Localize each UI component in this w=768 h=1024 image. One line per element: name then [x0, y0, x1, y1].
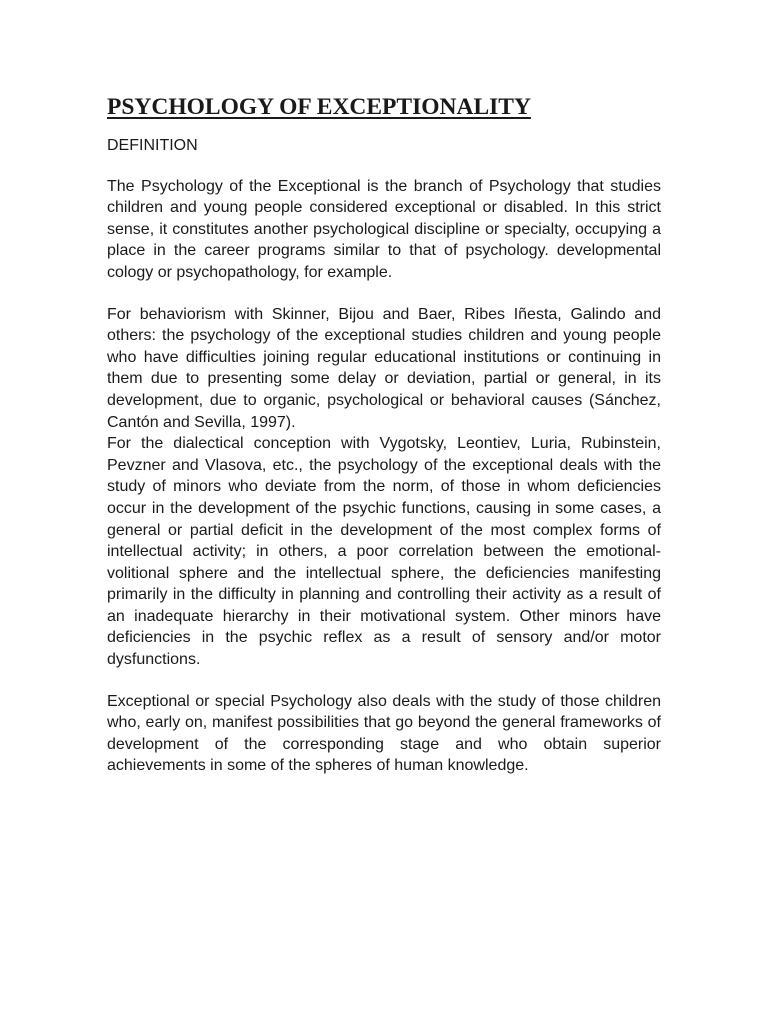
paragraph-behaviorism: For behaviorism with Skinner, Bijou and Baer, Ribes Iñesta, Galindo and others: the psychology of the exceptional studies children and young people who have difficulties joining regular educational institutions or continuing in them due to presenting some delay or deviation, partial or general, in its development, due to organic, psychological or behavioral causes (Sánchez, Cantón and Sevilla, 1997). [107, 305, 661, 431]
paragraph-gifted: Exceptional or special Psychology also deals with the study of those children who, early on, manifest possibilities that go beyond the general frameworks of development of the corresponding stage and who obtain superior achievements in some of the spheres of human knowledge. [107, 692, 661, 775]
document-page [107, 92, 661, 777]
section-heading: DEFINITION [107, 137, 198, 154]
paragraph-definition: The Psychology of the Exceptional is the branch of Psychology that studies children and young people considered exceptional or disabled. In this strict sense, it constitutes another psychological discipline or specialty, occupying a place in the career programs similar to that of psychology. developmental cology or psychopathology, for example. [107, 177, 661, 281]
paragraph-dialectical: For the dialectical conception with Vygotsky, Leontiev, Luria, Rubinstein, Pevzner and Vlasova, etc., the psychology of the exceptional deals with the study of minors who deviate from the norm, of those in whom deficiencies occur in the development of the psychic functions, causing in some cases, a general or partial deficit in the development of the most complex forms of intellectual activity; in others, a poor correlation between the emotional-volitional sphere and the intellectual sphere, the deficiencies manifesting primarily in the difficulty in planning and controlling their activity as a result of an inadequate hierarchy in their motivational system. Other minors have deficiencies in the psychic reflex as a result of sensory and/or motor dysfunctions. [107, 435, 661, 669]
document-title: PSYCHOLOGY OF EXCEPTIONALITY [107, 94, 531, 120]
